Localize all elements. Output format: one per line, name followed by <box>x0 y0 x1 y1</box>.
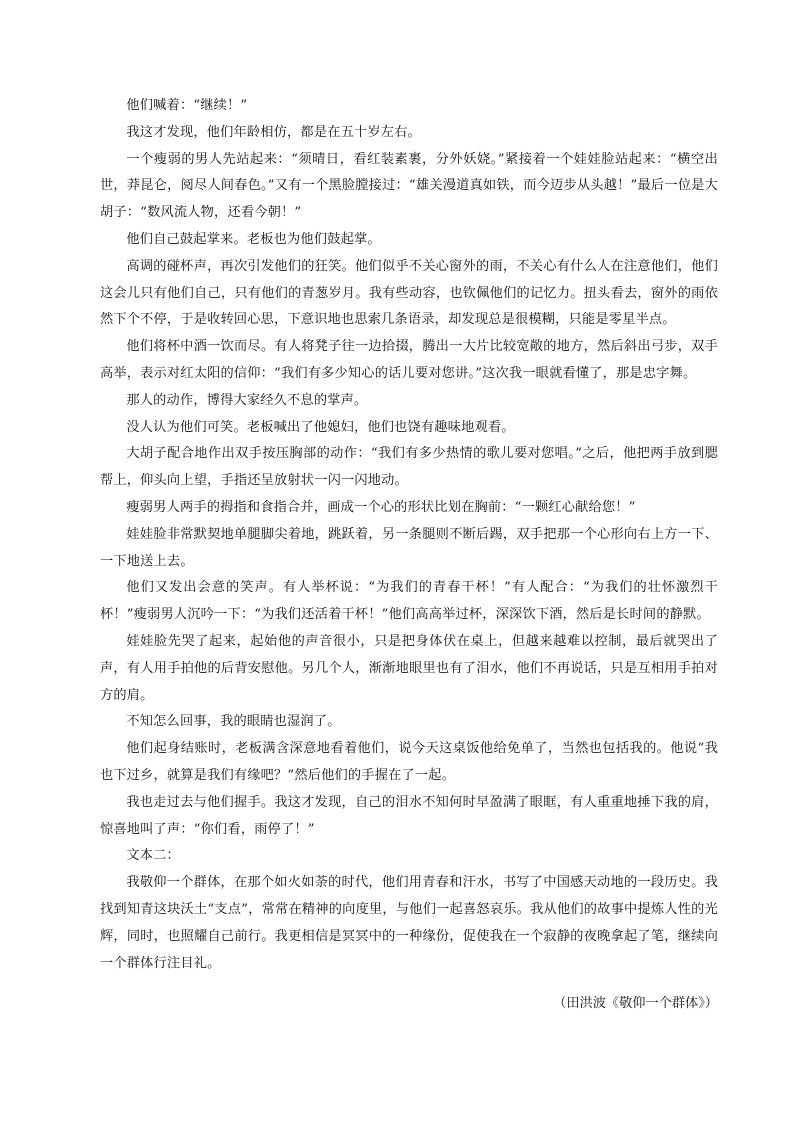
paragraph: 高调的碰杯声，再次引发他们的狂笑。他们似乎不关心窗外的雨，不关心有什么人在注意他们，他们这会儿只有他们自己，只有他们的青葱岁月。我有些动容，也钦佩他们的记忆力。扭头看去，窗外的雨依然下个不停，于是收转回心思，下意识地也思索几条语录，却发现总是很模糊，只能是零星半点。 <box>100 258 718 328</box>
paragraph: 娃娃脸非常默契地单腿脚尖着地，跳跃着，另一条腿则不断后踢，双手把那一个心形向右上方一下、一下地送上去。 <box>100 526 718 569</box>
section-label: 文本二： <box>126 848 180 864</box>
paragraph: 我敬仰一个群体，在那个如火如荼的时代，他们用青春和汗水，书写了中国感天动地的一段历史。我找到知青这块沃土“支点”，常常在精神的向度里，与他们一起喜怒哀乐。我从他们的故事中提炼人性的光辉，同时，也照耀自己前行。我更相信是冥冥中的一种缘份，促使我在一个寂静的夜晚拿起了笔，继续向一个群体行注目礼。 <box>100 875 718 971</box>
paragraph: 他们又发出会意的笑声。有人举杯说：“为我们的青春干杯！”有人配合：“为我们的壮怀激烈干杯！”瘦弱男人沉吟一下：“为我们还活着干杯！”他们高高举过杯，深深饮下酒，然后是长时间的静默。 <box>100 580 718 623</box>
paragraph: 瘦弱男人两手的拇指和食指合并，画成一个心的形状比划在胸前：“一颗红心献给您！” <box>126 499 636 515</box>
paragraph: 那人的动作，博得大家经久不息的掌声。 <box>126 392 368 408</box>
paragraph: 不知怎么回事，我的眼睛也湿润了。 <box>126 714 341 730</box>
paragraph: 我这才发现，他们年龄相仿，都是在五十岁左右。 <box>126 124 421 140</box>
paragraph: 他们起身结账时，老板满含深意地看着他们，说今天这桌饭他给免单了，当然也包括我的。他说“我也下过乡，就算是我们有缘吧？”然后他们的手握在了一起。 <box>100 741 718 783</box>
paragraph: 他们将杯中酒一饮而尽。有人将凳子往一边拾掇，腾出一大片比较宽敞的地方，然后斜出弓步，双手高举，表示对红太阳的信仰：“我们有多少知心的话儿要对您讲。”这次我一眼就看懂了，那是忠字舞。 <box>100 339 718 381</box>
paragraph: 娃娃脸先哭了起来，起始他的声音很小，只是把身体伏在桌上，但越来越难以控制，最后就哭出了声，有人用手拍他的后背安慰他。另几个人，渐渐地眼里也有了泪水，他们不再说话，只是互相用手拍对方的肩。 <box>100 633 718 703</box>
text-body <box>100 93 718 977</box>
source-citation: （田洪波《敬仰一个群体》） <box>553 996 718 1011</box>
paragraph: 他们喊着：“继续！” <box>126 98 248 113</box>
paragraph: 大胡子配合地作出双手按压胸部的动作：“我们有多少热情的歌儿要对您唱。”之后，他把两手放到腮帮上，仰头向上望，手指还呈放射状一闪一闪地动。 <box>100 446 718 489</box>
paragraph: 他们自己鼓起掌来。老板也为他们鼓起掌。 <box>126 231 381 247</box>
paragraph: 我也走过去与他们握手。我这才发现，自己的泪水不知何时早盈满了眼眶，有人重重地捶下我的肩，惊喜地叫了声：“你们看，雨停了！” <box>100 794 718 837</box>
paragraph: 一个瘦弱的男人先站起来：“须晴日，看红装素裹，分外妖娆。”紧接着一个娃娃脸站起来：“横空出世，莽昆仑，阅尽人间春色。”又有一个黑脸膛接过：“雄关漫道真如铁，而今迈步从头越！”最后一位是大胡子：“数风流人物，还看今朝！” <box>100 151 718 221</box>
paragraph: 没人认为他们可笑。老板喊出了他媳妇，他们也饶有趣味地观看。 <box>126 419 515 435</box>
